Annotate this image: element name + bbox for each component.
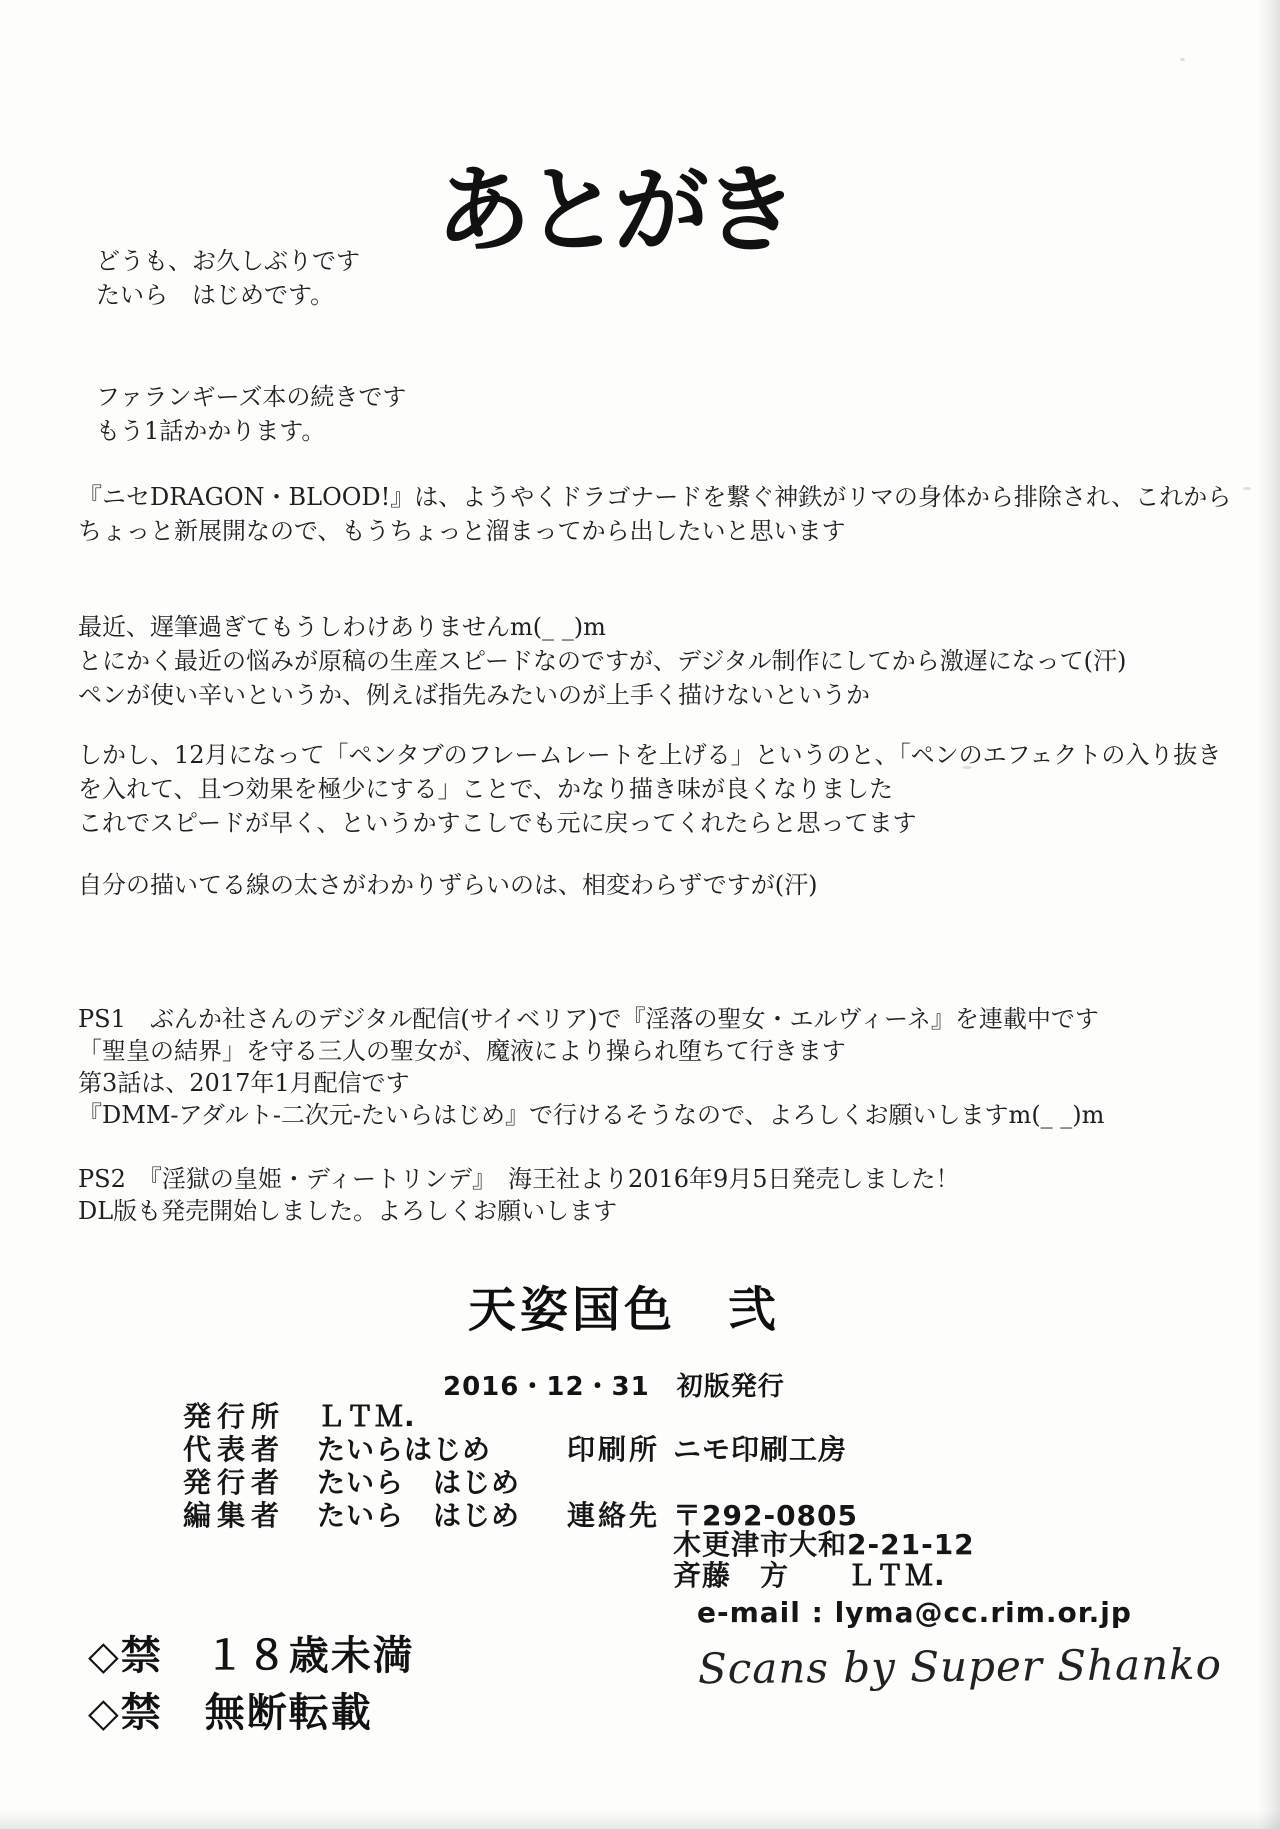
body-line: を入れて、且つ効果を極少にする」ことで、かなり描き味が良くなりました (78, 775, 894, 803)
body-line: 『DMM-アダルト-二次元-たいらはじめ』で行けるそうなので、よろしくお願いしますm(_ _)m (78, 1101, 1105, 1129)
scan-edge-bottom (0, 1811, 1280, 1829)
contact-postal: 〒292-0805 (673, 1499, 858, 1532)
notice-age-restriction: ◇禁 １８歳未満 (88, 1633, 415, 1679)
colophon-issuer-row (183, 1468, 520, 1499)
issuer-label: 発行者 (183, 1466, 286, 1499)
paragraph-line-width (78, 868, 1218, 902)
body-line: 自分の描いてる線の太さがわかりずらいのは、相変わらずですが(汗) (78, 871, 818, 899)
body-line: どうも、お久しぶりです (96, 247, 360, 275)
body-line: とにかく最近の悩みが原稿の生産スピードなのですが、デジタル制作にしてから激遅になって(汗) (78, 647, 1127, 675)
scan-credit: Scans by Super Shanko (697, 1639, 1223, 1694)
body-line: 『ニセDRAGON・BLOOD!』は、ようやくドラゴナードを繋ぐ神鉄がリマの身体から排除され、これから (78, 483, 1232, 511)
body-line: もう1話かかります。 (96, 417, 326, 445)
edition-date: 2016・12・31 初版発行 (443, 1372, 785, 1402)
printer-value: ニモ印刷工房 (673, 1433, 848, 1466)
representative-value: たいらはじめ (317, 1433, 492, 1466)
printer-label: 印刷所 (567, 1433, 661, 1466)
body-line: 「聖皇の結界」を守る三人の聖女が、魔液により操られ堕ちて行きます (78, 1037, 846, 1065)
paragraph-ps2 (78, 1163, 1218, 1227)
notice-no-reproduction: ◇禁 無断転載 (88, 1690, 373, 1736)
contact-email: e-mail : lyma@cc.rim.or.jp (697, 1596, 1132, 1629)
colophon-editor-row (183, 1501, 520, 1532)
scan-speck (1180, 58, 1185, 61)
paragraph-ps1 (78, 1003, 1218, 1131)
scan-edge-right (1258, 0, 1280, 1829)
scan-speck (962, 766, 972, 769)
editor-value: たいら はじめ (317, 1499, 521, 1532)
body-line: ファランギーズ本の続きです (96, 383, 407, 411)
body-line: ペンが使い辛いというか、例えば指先みたいのが上手く描けないというか (78, 681, 870, 709)
body-line: 第3話は、2017年1月配信です (78, 1069, 410, 1097)
issuer-value: たいら はじめ (317, 1466, 521, 1499)
contact-address: 木更津市大和2-21-12 (673, 1528, 975, 1561)
paragraph-pentab (78, 738, 1222, 840)
body-line: これでスピードが早く、というかすこしでも元に戻ってくれたらと思ってます (78, 809, 917, 837)
publisher-value: ＬＴＭ. (317, 1400, 416, 1433)
body-line: DL版も発売開始しました。よろしくお願いします (78, 1197, 618, 1225)
body-line: 最近、遅筆過ぎてもうしわけありませんm(_ _)m (78, 613, 606, 641)
paragraph-apology (78, 610, 1218, 712)
representative-label: 代表者 (183, 1433, 286, 1466)
paragraph-greeting (78, 244, 1236, 312)
body-line: ちょっと新展開なので、もうちょっと溜まってから出したいと思います (78, 517, 846, 545)
book-title: 天姿国色 弐 (468, 1282, 781, 1338)
publisher-label: 発行所 (183, 1400, 286, 1433)
body-line: PS1 ぶんか社さんのデジタル配信(サイベリア)で『淫落の聖女・エルヴィーネ』を連載中です (78, 1005, 1099, 1033)
body-line: たいら はじめです。 (96, 281, 335, 309)
editor-label: 編集者 (183, 1499, 286, 1532)
body-line: PS2 『淫獄の皇姫・ディートリンデ』 海王社より2016年9月5日発売しました！ (78, 1165, 960, 1193)
scan-speck (1243, 487, 1251, 490)
colophon-printer-row (567, 1435, 847, 1466)
colophon-representative-row (183, 1435, 491, 1466)
contact-name: 斉藤 方 ＬＴＭ. (673, 1559, 946, 1592)
body-line: しかし、12月になって「ペンタブのフレームレートを上げる」というのと、「ペンのエフェクトの入り抜き (78, 741, 1222, 769)
paragraph-dragon-blood (78, 480, 1232, 548)
paragraph-farangis (78, 380, 1236, 448)
colophon-publisher-row (183, 1402, 416, 1433)
contact-label: 連絡先 (567, 1499, 661, 1532)
afterword-title: あとがき (436, 155, 793, 266)
